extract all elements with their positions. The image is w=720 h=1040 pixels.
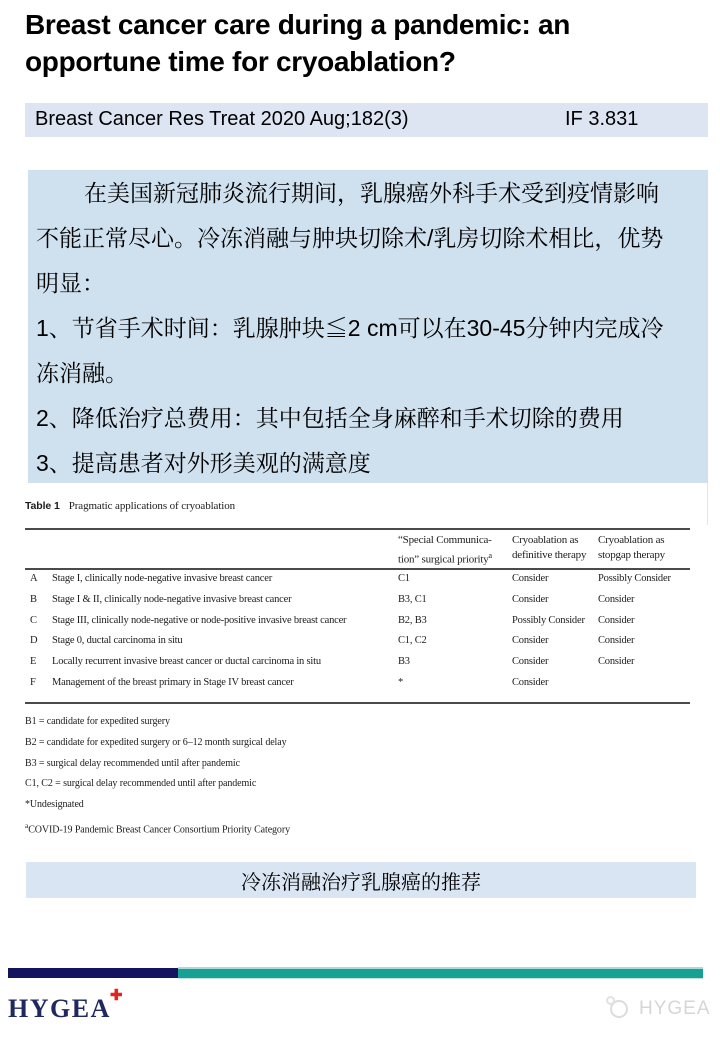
row-priority: B2, B3 xyxy=(398,615,427,626)
row-definitive: Consider xyxy=(512,573,549,584)
table-row xyxy=(25,673,697,693)
table-row xyxy=(25,631,697,651)
impact-factor: IF 3.831 xyxy=(565,108,639,130)
title-line-2: opportune time for cryoablation? xyxy=(25,46,456,77)
summary-line: 3、提高患者对外形美观的满意度 xyxy=(36,450,371,476)
summary-box xyxy=(28,170,708,483)
row-stopgap: Consider xyxy=(598,615,635,626)
logo-cross-icon: ✚ xyxy=(110,988,123,1004)
title-line-1: Breast cancer care during a pandemic: an xyxy=(25,9,571,40)
caption-bar xyxy=(26,862,696,898)
summary-line: 在美国新冠肺炎流行期间，乳腺癌外科手术受到疫情影响 xyxy=(84,180,659,206)
column-header-definitive-line1: Cryoablation as xyxy=(512,534,579,546)
column-header-priority-line2: tion” surgical priority$^a$ xyxy=(398,551,492,566)
row-key: C xyxy=(30,615,37,626)
table-row xyxy=(25,569,697,589)
hygea-watermark xyxy=(606,996,711,1022)
table-caption-label: Table 1 xyxy=(25,500,60,512)
citation-bar xyxy=(25,103,708,137)
caption-bar-text: 冷冻消融治疗乳腺癌的推荐 xyxy=(241,871,481,894)
summary-line: 1、节省手术时间：乳腺肿块≦2 cm可以在30-45分钟内完成冷 xyxy=(36,315,664,341)
footnote-superscript: a xyxy=(25,820,29,830)
row-priority: B3, C1 xyxy=(398,594,427,605)
citation-journal: Breast Cancer Res Treat 2020 Aug;182(3) xyxy=(35,108,409,130)
column-header-stopgap-line1: Cryoablation as xyxy=(598,534,665,546)
summary-line: 不能正常尽心。冷冻消融与肿块切除术/乳房切除术相比，优势 xyxy=(36,225,664,251)
row-definitive: Possibly Consider xyxy=(512,615,585,626)
footnote: B3 = surgical delay recommended until after pandemic xyxy=(25,757,240,769)
footnote: *Undesignated xyxy=(25,799,84,811)
summary-line: 明显： xyxy=(36,270,105,296)
row-stopgap: Consider xyxy=(598,635,635,646)
row-description: Stage 0, ductal carcinoma in situ xyxy=(52,635,183,646)
watermark-text: HYGEA xyxy=(639,998,711,1019)
table-row xyxy=(25,590,697,610)
row-key: F xyxy=(30,677,36,688)
column-header-definitive-line2: definitive therapy xyxy=(512,549,587,561)
row-definitive: Consider xyxy=(512,656,549,667)
row-description: Stage III, clinically node-negative or node-positive invasive breast cancer xyxy=(52,615,347,626)
footer-bar-navy xyxy=(8,968,178,978)
column-header-priority-line1: “Special Communica- xyxy=(398,534,492,546)
row-priority: C1 xyxy=(398,573,410,584)
table-row xyxy=(25,611,697,631)
table-rule-bottom xyxy=(25,702,690,704)
column-header-stopgap xyxy=(598,533,665,563)
summary-line: 冻消融。 xyxy=(36,360,128,386)
page-title xyxy=(25,6,705,80)
column-header-priority xyxy=(398,533,492,568)
row-priority: * xyxy=(398,677,404,688)
table-rule-top xyxy=(25,528,690,530)
row-description: Stage I & II, clinically node-negative invasive breast cancer xyxy=(52,594,292,605)
footnote: $^a$COVID-19 Pandemic Breast Cancer Consortium Priority Category xyxy=(25,820,290,836)
row-key: E xyxy=(30,656,37,667)
summary-line: 2、降低治疗总费用：其中包括全身麻醉和手术切除的费用 xyxy=(36,405,624,431)
footnote: C1, C2 = surgical delay recommended until after pandemic xyxy=(25,778,257,790)
row-description: Locally recurrent invasive breast cancer or ductal carcinoma in situ xyxy=(52,656,321,667)
row-priority: B3 xyxy=(398,656,410,667)
row-stopgap: Consider xyxy=(598,594,635,605)
watermark-logo-icon xyxy=(606,996,632,1022)
row-key: B xyxy=(30,594,37,605)
header-superscript: a xyxy=(488,551,492,560)
hygea-logo xyxy=(8,988,123,1024)
footnote: B1 = candidate for expedited surgery xyxy=(25,716,170,727)
row-stopgap: Consider xyxy=(598,656,635,667)
footer-bar-teal xyxy=(178,967,703,979)
row-definitive: Consider xyxy=(512,677,549,688)
row-description: Stage I, clinically node-negative invasive breast cancer xyxy=(52,573,272,584)
table-row xyxy=(25,652,697,672)
row-stopgap: Possibly Consider xyxy=(598,573,671,584)
table-caption-text: Pragmatic applications of cryoablation xyxy=(68,500,236,512)
row-key: D xyxy=(30,635,38,646)
table-edge-line xyxy=(707,483,708,525)
table-footnotes xyxy=(25,712,290,841)
footnote: B2 = candidate for expedited surgery or 6–12 month surgical delay xyxy=(25,736,287,748)
column-header-definitive xyxy=(512,533,586,563)
column-header-stopgap-line2: stopgap therapy xyxy=(598,549,665,561)
journal-table xyxy=(25,495,697,840)
table-caption xyxy=(25,500,235,512)
hygea-logo-text: HYGEA xyxy=(8,994,111,1023)
row-definitive: Consider xyxy=(512,594,549,605)
row-definitive: Consider xyxy=(512,635,549,646)
row-description: Management of the breast primary in Stage IV breast cancer xyxy=(52,677,294,688)
row-key: A xyxy=(30,573,38,584)
row-priority: C1, C2 xyxy=(398,635,427,646)
